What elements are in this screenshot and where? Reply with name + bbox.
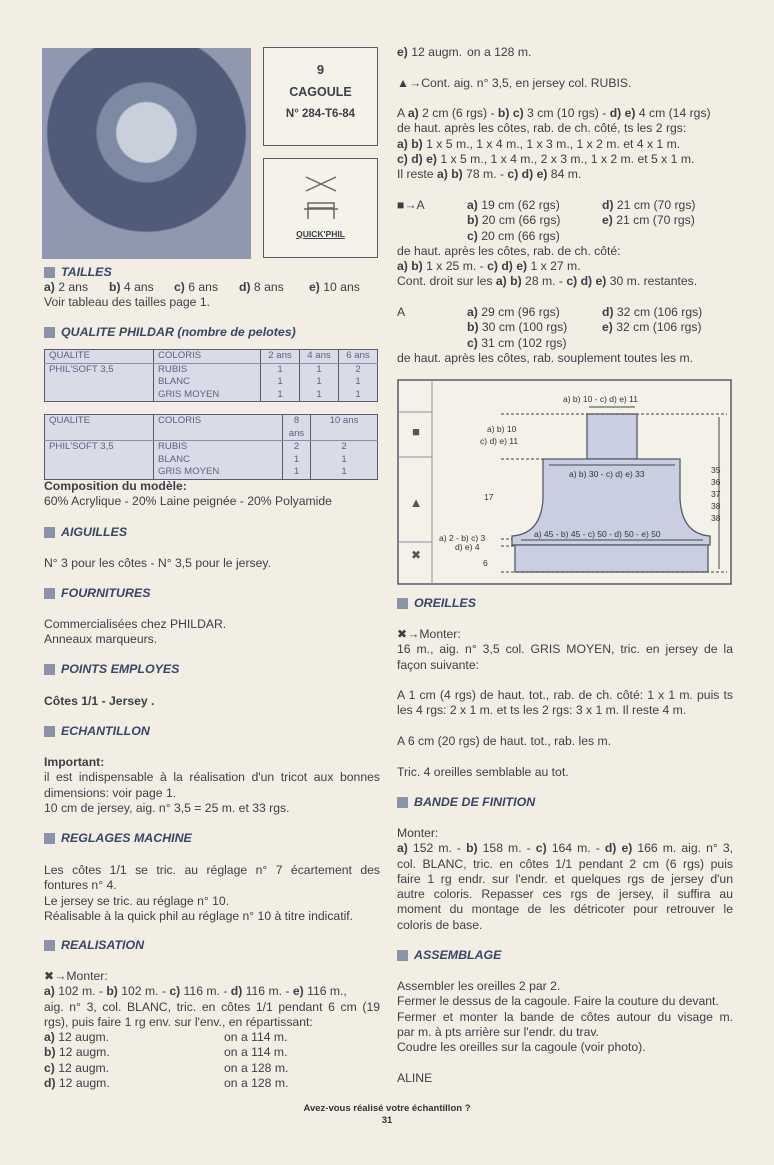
text-line: aig. n° 3, col. BLANC, tric. en côtes 1/1 pendant 6 cm (19 (44, 999, 380, 1014)
pattern-title: CAGOULE (289, 85, 352, 99)
table-cell: BLANC (154, 376, 261, 389)
text-line: 10 cm de jersey, aig. n° 3,5 = 25 m. et 33 rgs. (44, 800, 290, 815)
table-cell: 1 (300, 363, 339, 376)
text-line: Anneaux marqueurs. (44, 632, 158, 647)
text-line: Cont. droit sur les a) b) 28 m. - c) d) e) 30 m. restantes. (397, 274, 698, 289)
label-total-height: 38 (711, 513, 721, 523)
text-line: Commercialisées chez PHILDAR. (44, 617, 227, 631)
label-neck-height-2: c) d) e) 11 (480, 436, 519, 446)
table-cell: 1 (300, 389, 339, 402)
label-total-height: 36 (711, 477, 721, 487)
text-line (397, 183, 733, 198)
label-total-height: 38 (711, 501, 721, 511)
text-line: Fermer et monter la bande de côtes autour du visage m. (397, 1009, 733, 1024)
table-row (45, 441, 378, 454)
table-cell: GRIS MOYEN (154, 389, 261, 402)
text-line: ✖→Monter: (44, 969, 108, 983)
text-line: faire 1 rg endr. sur l'endr. et quelques rgs de jersey d'un (397, 871, 733, 886)
section-heading-bande: BANDE DE FINITION (397, 795, 535, 810)
table-row (45, 363, 378, 376)
text-line: col. BLANC, tric. en côtes 1/1 pendant 2 cm (6 rgs) puis (397, 856, 733, 871)
text-cell: on a 128 m. (224, 1076, 289, 1091)
table-cell: 1 (261, 363, 300, 376)
text-line (397, 320, 733, 335)
section-heading-tailles: TAILLES (44, 265, 112, 280)
text-cell: b) 30 cm (100 rgs) (467, 320, 568, 335)
text-line (397, 60, 733, 75)
quickphil-box (263, 158, 378, 258)
assemblage-text (397, 979, 733, 1086)
text-line (44, 1030, 380, 1045)
table-cell: 1 (300, 376, 339, 389)
text-line: ALINE (397, 1070, 433, 1085)
text-line: Voir tableau des tailles page 1. (44, 295, 211, 310)
text-line: ✖→Monter: (397, 627, 461, 641)
table-cell: RUBIS (154, 363, 261, 376)
label-band-1: a) 2 - b) c) 3 (439, 533, 486, 543)
yarn-table-2 (44, 414, 378, 480)
text-cell: a) 2 ans (44, 280, 89, 294)
text-cell: c) 12 augm. (44, 1060, 110, 1075)
table-cell-quality: PHIL'SOFT 3,5 (45, 363, 154, 402)
realisation-text (44, 969, 380, 1091)
section-heading-realisation: REALISATION (44, 938, 144, 953)
table-cell: 1 (261, 389, 300, 402)
schematic-diagram (397, 379, 733, 586)
text-line: Les côtes 1/1 se tric. au réglage n° 7 écartement des (44, 863, 380, 877)
table-header: COLORIS (154, 415, 283, 441)
label-body-width: a) b) 30 - c) d) e) 33 (569, 469, 645, 479)
text-line: Fermer le dessus de la cagoule. Faire la couture du devant. (397, 994, 719, 1009)
label-neck-height-1: a) b) 10 (487, 424, 517, 434)
knitting-machine-icon (264, 159, 377, 229)
text-line (397, 1055, 733, 1070)
text-cell: b) 20 cm (66 rgs) (467, 213, 561, 228)
text-line: de haut. après les côtes, rab. de ch. côté, ts les 2 rgs: (397, 121, 687, 136)
text-cell: a) 19 cm (62 rgs) (467, 197, 560, 212)
text-line: coloris de base. (397, 917, 483, 932)
text-line: fontures n° 4. (44, 878, 117, 893)
text-line: a) b) 1 x 5 m., 1 x 4 m., 1 x 3 m., 1 x 2 m. et 4 x 1 m. (397, 136, 681, 151)
text-line: de haut. après les côtes, rab. souplement toutes les m. (397, 350, 694, 365)
text-line (397, 290, 733, 305)
text-cell: A (397, 305, 406, 320)
text-cell: b) 4 ans (109, 280, 154, 294)
text-line: A a) 2 cm (6 rgs) - b) c) 3 cm (10 rgs) - d) e) 4 cm (14 rgs) (397, 106, 711, 121)
text-line: 16 m., aig. n° 3,5 col. GRIS MOYEN, tric. en jersey de la (397, 642, 733, 657)
text-line: les 4 rgs: 2 x 1 m. et ts les 2 rgs: 3 x 1 m. Il reste 4 m. (397, 703, 687, 718)
table-header: 10 ans (311, 415, 378, 441)
text-cell: d) 8 ans (239, 280, 284, 294)
label-total-height: 35 (711, 465, 721, 475)
text-cell: a) 12 augm. (44, 1030, 110, 1045)
text-line (397, 229, 733, 244)
bande-text (397, 826, 733, 933)
text-line: N° 3 pour les côtes - N° 3,5 pour le jersey. (44, 556, 271, 570)
echantillon-text (44, 755, 380, 816)
text-cell: e) 12 augm. (397, 45, 463, 59)
table-cell: 1 (355, 376, 361, 387)
text-cell: c) 20 cm (66 rgs) (467, 228, 560, 243)
text-line (397, 719, 733, 734)
fournitures-text (44, 617, 380, 648)
text-cell: ■→A (397, 197, 425, 212)
table-header: 8 ans (283, 415, 311, 441)
section-heading-reglages: REGLAGES MACHINE (44, 831, 192, 846)
text-line (397, 91, 733, 106)
table-header: 6 ans (339, 350, 378, 364)
table-cell: BLANC (154, 454, 283, 467)
footer-question: Avez-vous réalisé votre échantillon ? (303, 1103, 471, 1114)
text-line (397, 213, 733, 228)
table-cell: 1 (261, 376, 300, 389)
text-line (44, 280, 380, 295)
reglages-text (44, 863, 380, 924)
text-line: moment du montage de les détricoter pour retrouver le (397, 902, 733, 917)
table-cell: 1 (283, 466, 311, 479)
label-rib-height: 6 (483, 558, 488, 568)
text-line: 60% Acrylique - 20% Laine peignée - 20% Polyamide (44, 494, 332, 509)
text-line: Le jersey se tric. au réglage n° 10. (44, 893, 230, 908)
text-line: A 1 cm (4 rgs) de haut. tot., rab. de ch. côté: 1 x 1 m. puis ts (397, 688, 733, 703)
text-line: Tric. 4 oreilles semblable au tot. (397, 764, 569, 779)
text-line: de haut. après les côtes, rab. de ch. côté: (397, 243, 621, 258)
text-line: a) 152 m. - b) 158 m. - c) 164 m. - d) e) 166 m. aig. n° 3, (397, 841, 733, 856)
text-cell: d) 32 cm (106 rgs) (602, 305, 703, 320)
rib-piece (515, 545, 708, 572)
section-heading-qualite: QUALITE PHILDAR (nombre de pelotes) (44, 325, 296, 340)
text-cell: a) 29 cm (96 rgs) (467, 305, 560, 320)
text-line (397, 198, 733, 213)
text-cell: on a 128 m. (467, 45, 532, 59)
label-base-width: a) 45 - b) 45 - c) 50 - d) 50 - e) 50 (534, 529, 661, 539)
table-cell: 2 (341, 441, 347, 452)
table-header: 4 ans (300, 350, 339, 364)
text-cell: e) 21 cm (70 rgs) (602, 213, 695, 228)
text-line: Il reste a) b) 78 m. - c) d) e) 84 m. (397, 167, 582, 182)
text-line (44, 1045, 380, 1060)
text-line: A 6 cm (20 rgs) de haut. tot., rab. les m. (397, 734, 612, 749)
text-line (397, 673, 733, 688)
aiguilles-text (44, 556, 380, 571)
text-line (397, 749, 733, 764)
table-header: COLORIS (154, 350, 261, 364)
text-line (397, 45, 733, 60)
section-heading-aiguilles: AIGUILLES (44, 525, 127, 540)
yarn-table-1 (44, 349, 378, 402)
table-cell: 1 (355, 388, 361, 400)
pattern-title-box (263, 47, 378, 146)
text-line: par m. à pts arrière sur l'endr. du trav. (397, 1024, 599, 1039)
text-line: il est indispensable à la réalisation d'un tricot aux bonnes (44, 770, 380, 785)
oreilles-text (397, 627, 733, 780)
table-cell: GRIS MOYEN (154, 466, 283, 479)
text-line: Monter: (397, 826, 439, 840)
text-line (397, 336, 733, 351)
text-line: rgs), puis faire 1 rg env. sur l'env., en répartissant: (44, 1014, 313, 1029)
text-line (44, 1076, 380, 1091)
table-cell: 1 (283, 454, 311, 467)
text-line: autre coloris. Repasser ces rgs de jersey, il suffira au (397, 887, 733, 902)
text-line (397, 305, 733, 320)
section-heading-assemblage: ASSEMBLAGE (397, 948, 501, 963)
text-cell: d) 21 cm (70 rgs) (602, 197, 696, 212)
table-cell: RUBIS (154, 441, 283, 454)
table-cell: 1 (341, 453, 347, 465)
text-line: Important: (44, 755, 105, 769)
marker-square-icon: ■ (412, 424, 420, 439)
text-line: a) 102 m. - b) 102 m. - c) 116 m. - d) 116 m. - e) 116 m., (44, 984, 347, 999)
section-heading-fournitures: FOURNITURES (44, 586, 151, 601)
table-header: QUALITE (45, 350, 154, 364)
text-cell: on a 128 m. (224, 1060, 289, 1075)
table-header: 2 ans (261, 350, 300, 364)
table-cell: 2 (355, 363, 361, 375)
text-cell: c) 31 cm (102 rgs) (467, 335, 567, 350)
text-line: ▲→Cont. aig. n° 3,5, en jersey col. RUBIS. (397, 75, 632, 90)
marker-cross-icon: ✖ (410, 548, 422, 562)
realisation-continued-text (397, 45, 733, 366)
page-number: 31 (381, 1115, 393, 1126)
tailles-text (44, 280, 380, 311)
text-cell: d) 12 augm. (44, 1076, 110, 1091)
pattern-reference: N° 284-T6-84 (285, 108, 356, 120)
neck-piece (587, 414, 637, 459)
text-cell: b) 12 augm. (44, 1045, 110, 1060)
label-band-2: d) e) 4 (455, 542, 480, 552)
table-cell-quality: PHIL'SOFT 3,5 (45, 441, 154, 480)
text-line: c) d) e) 1 x 5 m., 1 x 4 m., 2 x 3 m., 1 x 2 m. et 5 x 1 m. (397, 152, 695, 167)
marker-triangle-icon: ▲ (409, 495, 423, 510)
text-line: a) b) 1 x 25 m. - c) d) e) 1 x 27 m. (397, 259, 581, 274)
label-neck-width: a) b) 10 - c) d) e) 11 (563, 394, 638, 404)
section-heading-echantillon: ECHANTILLON (44, 724, 150, 739)
text-line: façon suivante: (397, 657, 479, 672)
text-cell: c) 6 ans (174, 280, 219, 294)
text-line: Coudre les oreilles sur la cagoule (voir photo). (397, 1040, 646, 1055)
composition-text (44, 479, 380, 510)
table-cell: 2 (283, 441, 311, 454)
section-heading-oreilles: OREILLES (397, 596, 476, 611)
text-line: dimensions: voir page 1. (44, 785, 177, 800)
text-line: Réalisable à la quick phil au réglage n° 10 à titre indicatif. (44, 908, 354, 923)
text-line: Côtes 1/1 - Jersey . (44, 694, 155, 708)
label-body-height: 17 (484, 492, 494, 502)
text-cell: e) 32 cm (106 rgs) (602, 320, 702, 335)
text-line: Composition du modèle: (44, 479, 187, 493)
text-line: Assembler les oreilles 2 par 2. (397, 979, 561, 993)
text-line (44, 1061, 380, 1076)
product-photo (42, 48, 251, 259)
text-cell: e) 10 ans (309, 280, 360, 294)
text-cell: on a 114 m. (224, 1030, 288, 1045)
points-text (44, 694, 380, 709)
table-cell: 1 (341, 466, 347, 477)
text-cell: on a 114 m. (224, 1045, 288, 1060)
quickphil-label: QUICK'PHIL (296, 229, 345, 239)
pattern-number: 9 (316, 62, 325, 77)
section-heading-points: POINTS EMPLOYES (44, 662, 179, 677)
table-header: QUALITE (45, 415, 154, 441)
label-total-height: 37 (711, 489, 721, 499)
